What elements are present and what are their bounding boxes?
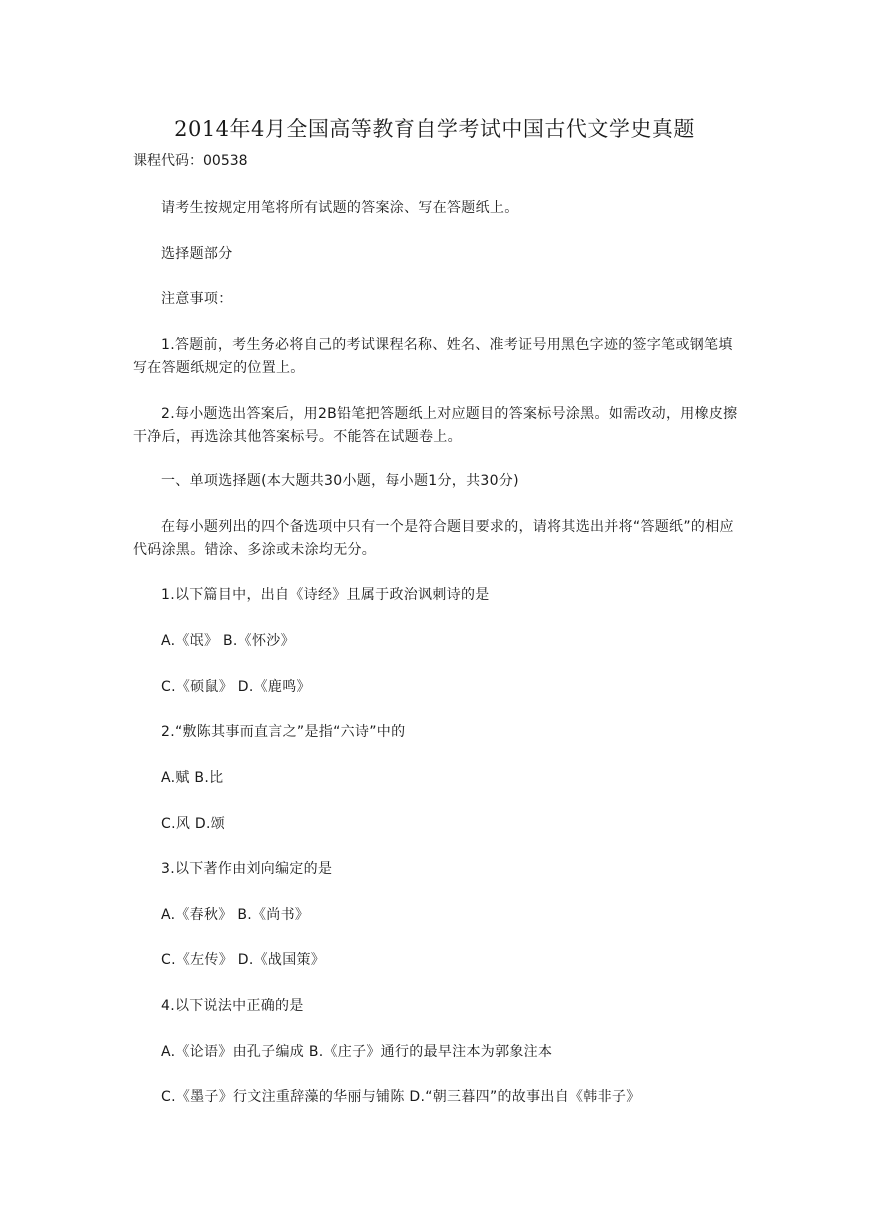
answer-options: A.《氓》 B.《怀沙》 [161,633,295,649]
answer-options: C.《墨子》行文注重辞藻的华丽与铺陈 D.“朝三暮四”的故事出自《韩非子》 [161,1089,641,1105]
section-heading: 选择题部分 [161,246,233,262]
document-title: 2014年4月全国高等教育自学考试中国古代文学史真题 [174,117,695,141]
answer-options: C.《硕鼠》 D.《鹿鸣》 [161,679,311,695]
course-code: 课程代码：00538 [133,153,248,169]
question: 3.以下著作由刘向编定的是 [161,861,333,877]
answer-options: A.赋 B.比 [161,770,224,786]
note-item: 2.每小题选出答案后，用2B铅笔把答题纸上对应题目的答案标号涂黑。如需改动，用橡皮擦干净后，再选涂其他答案标号。不能答在试题卷上。 [133,406,738,445]
question: 2.“敷陈其事而直言之”是指“六诗”中的 [161,724,406,740]
answer-options: A.《论语》由孔子编成 B.《庄子》通行的最早注本为郭象注本 [161,1044,553,1060]
instruction-paragraph: 请考生按规定用笔将所有试题的答案涂、写在答题纸上。 [161,200,519,216]
answer-options: C.风 D.颂 [161,816,226,832]
part-heading: 一、单项选择题(本大题共30小题，每小题1分，共30分) [161,473,519,489]
part-instructions: 在每小题列出的四个备选项中只有一个是符合题目要求的，请将其选出并将“答题纸”的相应代码涂黑。错涂、多涂或未涂均无分。 [133,519,734,558]
answer-options: A.《春秋》 B.《尚书》 [161,907,310,923]
note-item: 1.答题前，考生务必将自己的考试课程名称、姓名、准考证号用黑色字迹的签字笔或钢笔填写在答题纸规定的位置上。 [133,337,733,376]
question: 4.以下说法中正确的是 [161,998,304,1014]
notes-heading: 注意事项： [161,291,233,307]
answer-options: C.《左传》 D.《战国策》 [161,952,326,968]
question: 1.以下篇目中，出自《诗经》且属于政治讽刺诗的是 [161,587,490,603]
